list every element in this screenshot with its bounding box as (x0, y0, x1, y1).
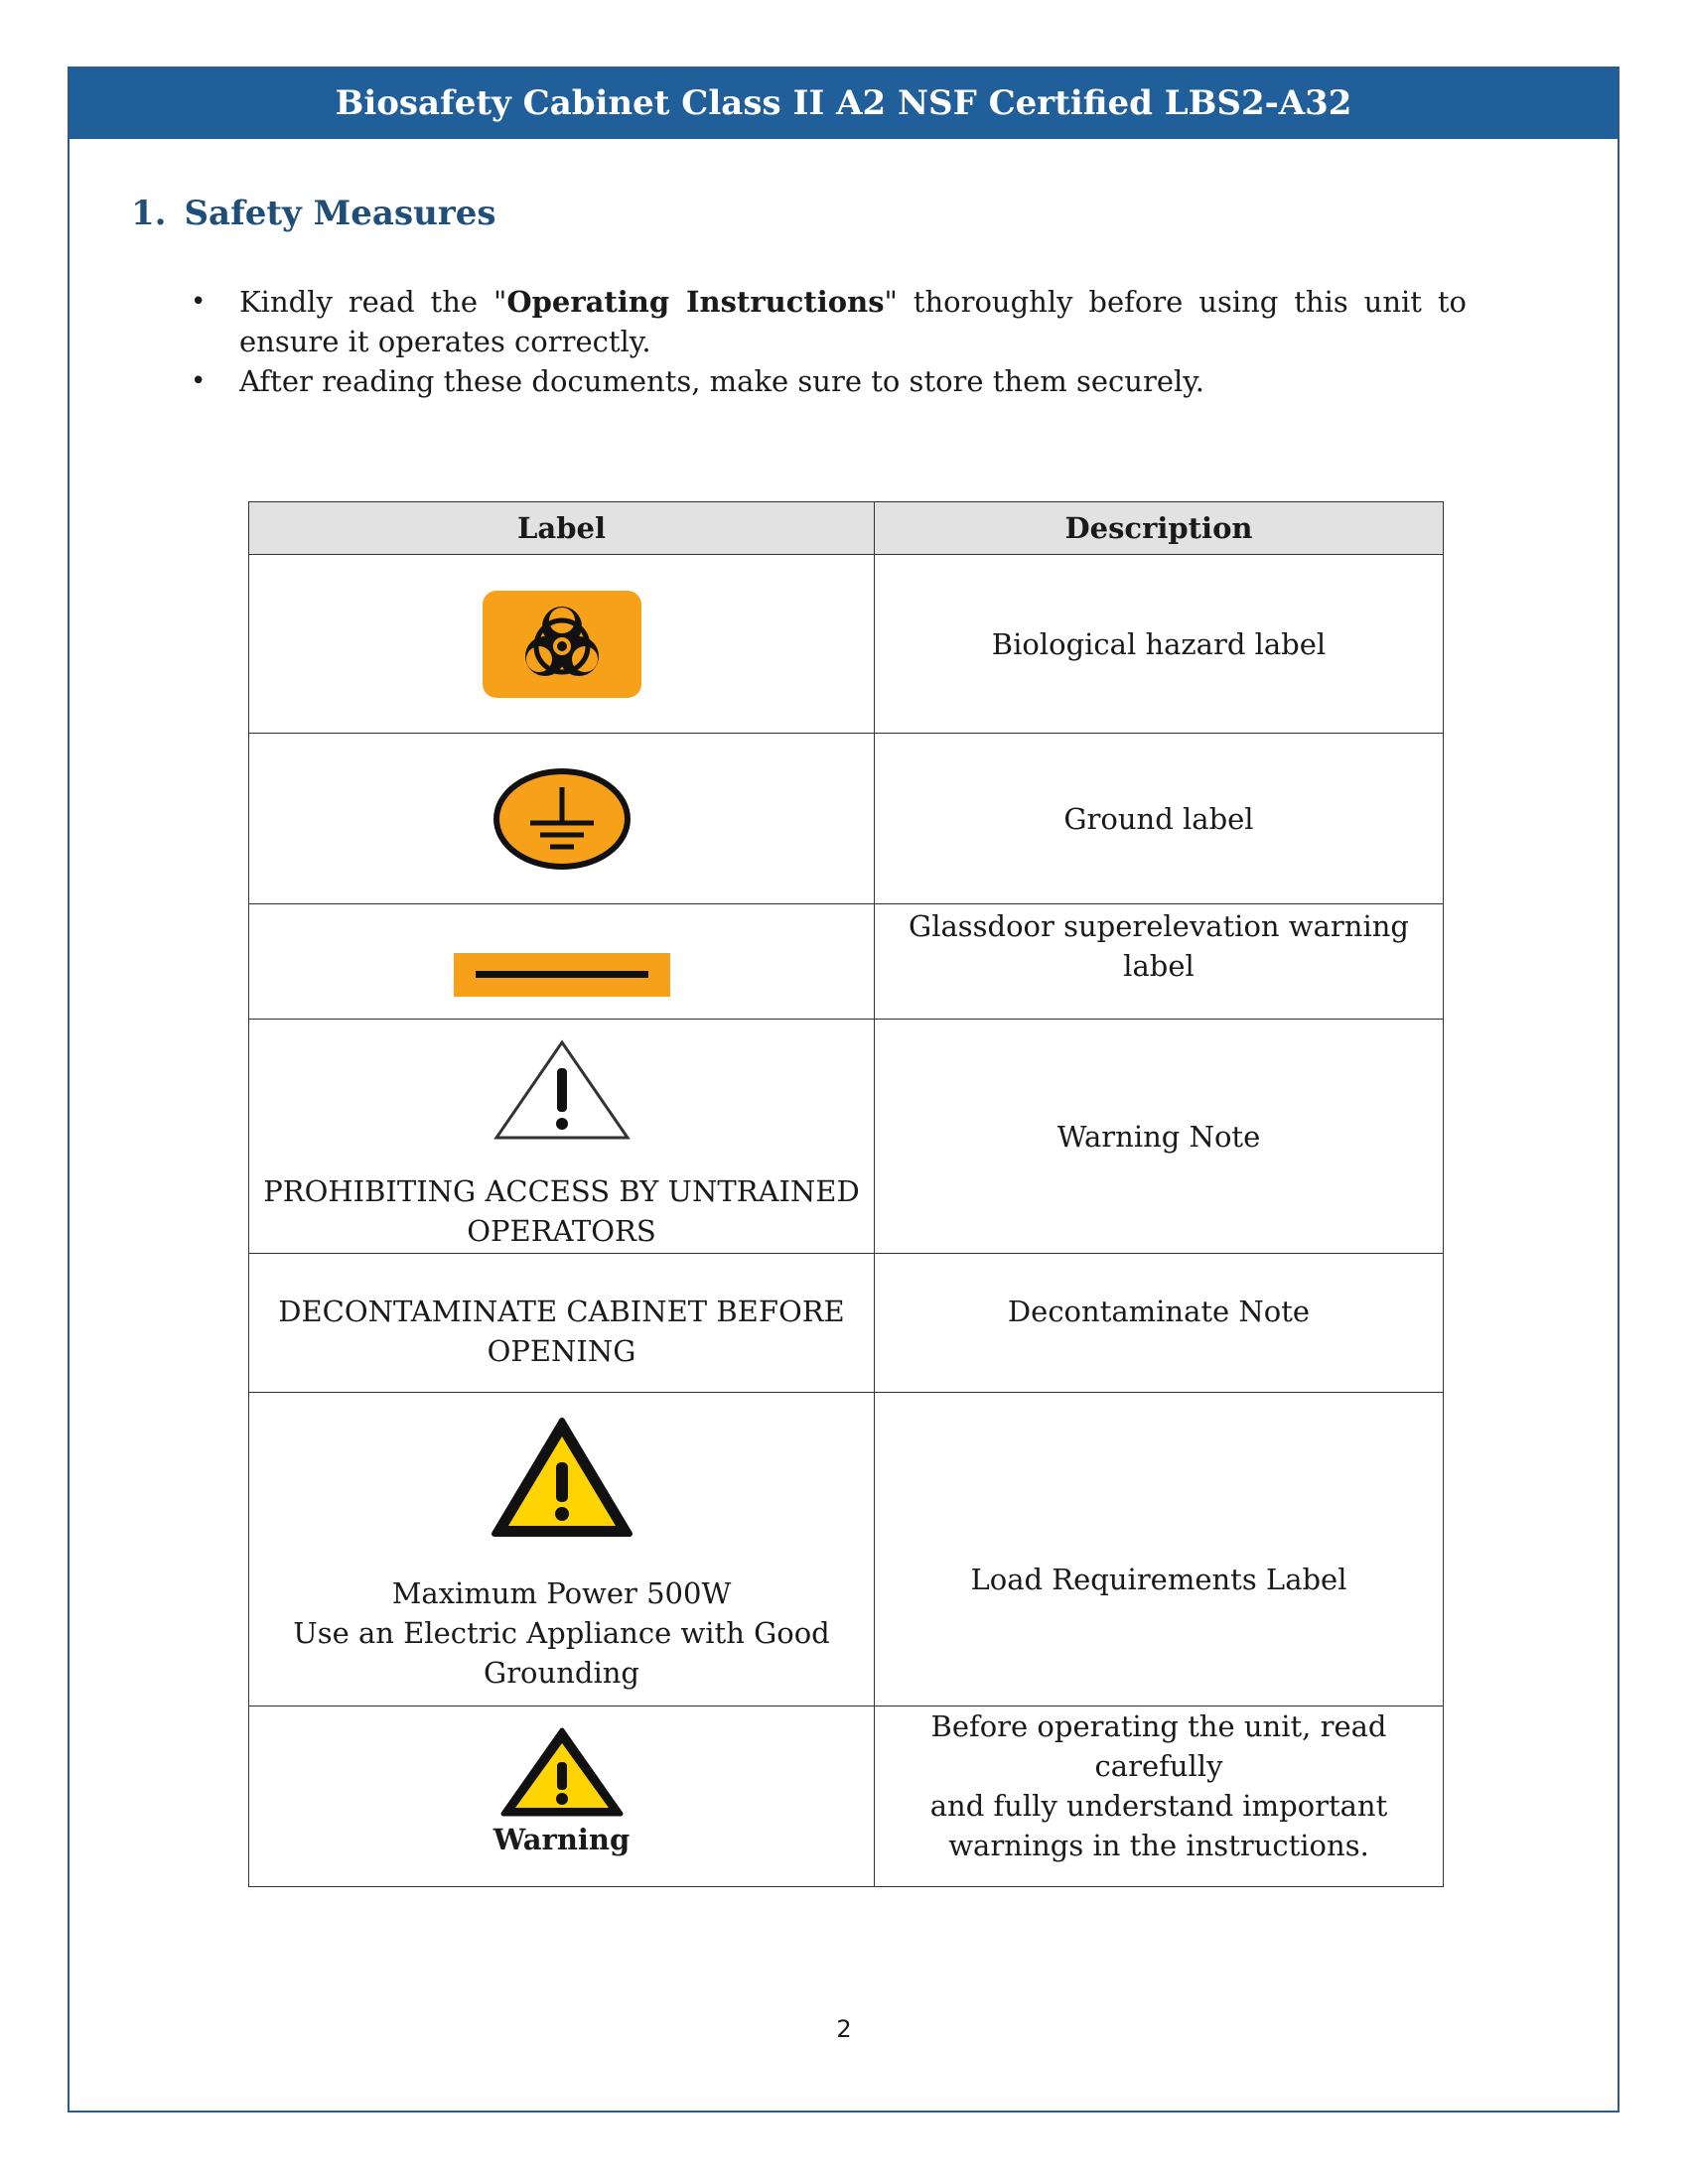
description-cell (875, 1706, 1444, 1887)
label-text-line: PROHIBITING ACCESS BY UNTRAINED (263, 1174, 860, 1208)
label-cell (249, 1020, 875, 1254)
label-text-line: Maximum Power 500W (391, 1576, 732, 1610)
warning-outline-icon (492, 1038, 632, 1142)
list-item (181, 361, 1467, 401)
label-text-line: Use an Electric Appliance with Good (293, 1616, 830, 1650)
bullet-icon: • (191, 287, 207, 317)
label-cell (249, 555, 875, 734)
biohazard-icon (481, 589, 643, 700)
section-title: Safety Measures (184, 194, 496, 233)
warning-word: Warning (492, 1823, 631, 1856)
table-row (249, 904, 1444, 1020)
document-header: Biosafety Cabinet Class II A2 NSF Certified LBS2-A32 (70, 68, 1618, 139)
column-header-description: Description (875, 502, 1444, 555)
safety-label-table (248, 501, 1444, 1887)
table-row (249, 555, 1444, 734)
label-text-line: OPERATORS (467, 1214, 656, 1248)
description-cell: Warning Note (875, 1020, 1444, 1254)
description-cell: Glassdoor superelevation warning label (875, 904, 1444, 1020)
table-row (249, 1706, 1444, 1887)
list-item (181, 282, 1467, 361)
section-number: 1. (131, 194, 167, 233)
description-text-line: warnings in the instructions. (948, 1829, 1369, 1862)
table-header-row (249, 502, 1444, 555)
section-heading (131, 194, 496, 233)
label-text-line: OPENING (487, 1334, 636, 1368)
description-cell: Biological hazard label (875, 555, 1444, 734)
description-cell: Ground label (875, 734, 1444, 904)
column-header-label: Label (249, 502, 875, 555)
bullet-emphasis: Operating Instructions (506, 285, 885, 319)
warning-yellow-icon (499, 1726, 625, 1818)
label-cell (249, 734, 875, 904)
description-text-line: and fully understand important (929, 1789, 1388, 1823)
bullet-text-part: " thoroughly before using this unit to ensure it operates correctly. (239, 285, 1467, 358)
label-text-line: Grounding (484, 1656, 639, 1690)
bullet-icon: • (191, 366, 207, 396)
bullet-text: After reading these documents, make sure to store them securely. (239, 364, 1205, 398)
label-cell (249, 904, 875, 1020)
table-row (249, 734, 1444, 904)
warning-yellow-icon (491, 1417, 633, 1540)
label-text-line: DECONTAMINATE CABINET BEFORE (278, 1295, 845, 1328)
ground-icon (492, 767, 632, 871)
glassdoor-bar-icon (454, 953, 670, 997)
label-cell (249, 1706, 875, 1887)
table-row (249, 1254, 1444, 1393)
label-cell (249, 1254, 875, 1393)
bullet-text-part: Kindly read the " (239, 285, 507, 319)
description-cell: Decontaminate Note (875, 1254, 1444, 1393)
table-row (249, 1393, 1444, 1706)
instruction-list (181, 282, 1467, 401)
label-cell (249, 1393, 875, 1706)
description-text-line: Before operating the unit, read carefully (930, 1709, 1387, 1783)
table-row (249, 1020, 1444, 1254)
description-cell: Load Requirements Label (875, 1393, 1444, 1706)
page-number: 2 (836, 2015, 852, 2043)
